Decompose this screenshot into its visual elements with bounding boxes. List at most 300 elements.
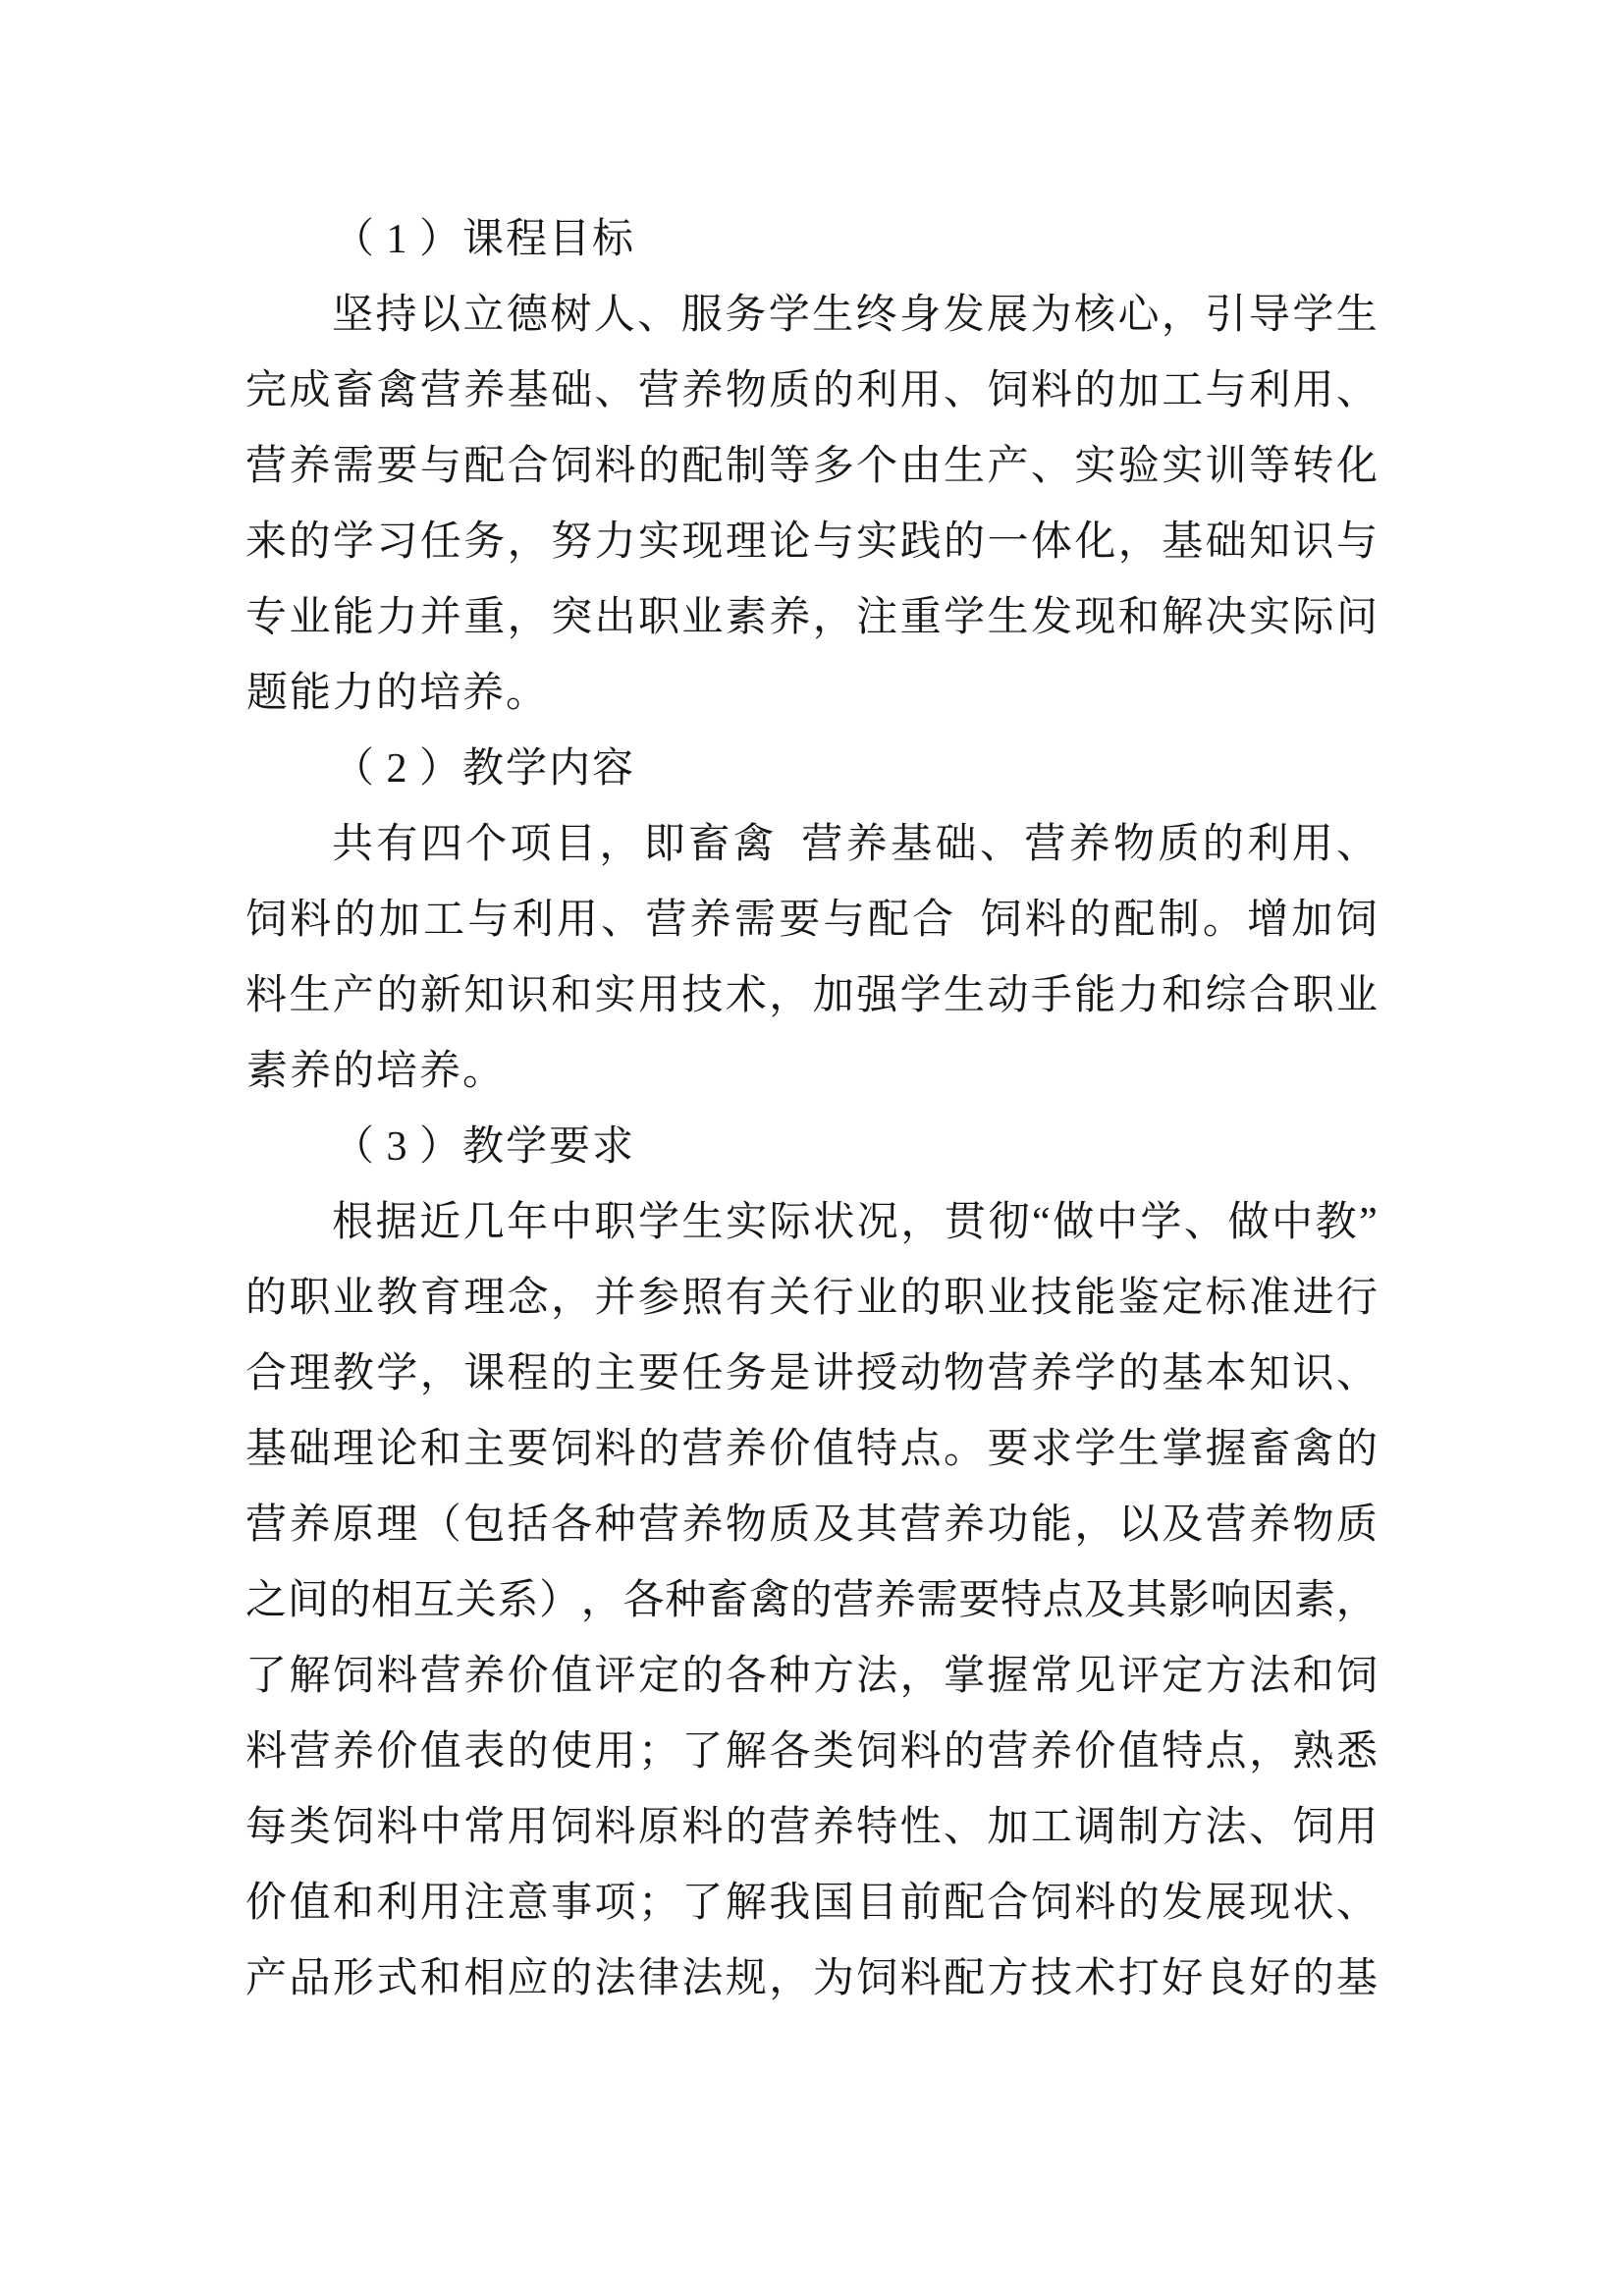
char: 的 [899,1275,942,1321]
heading-line [245,201,1378,277]
char: ， [1161,292,1203,338]
char: 理 [463,1275,506,1321]
char: 养 [461,670,504,716]
char: 共 [332,821,374,867]
char: 畜 [688,821,730,867]
char: 和 [1292,1653,1334,1699]
char: 和 [332,1880,374,1926]
text-line [245,1260,1378,1336]
char: 要 [779,897,821,943]
char: 服 [680,292,723,338]
char: 与 [1205,367,1247,413]
char: 础 [1205,519,1247,565]
char: 价 [507,1653,549,1699]
char: 的 [1117,1880,1160,1926]
char: 饲 [1335,897,1378,943]
char: 基 [891,821,933,867]
char: 学 [505,1123,547,1170]
char: 包 [463,1502,506,1548]
char: 养 [418,1048,460,1094]
char: ） [539,1577,581,1623]
char: 并 [594,1275,636,1321]
char: 、 [1249,1804,1291,1850]
char: 配 [944,1880,986,1926]
char: 良 [1205,1955,1247,2001]
char: （ [332,745,374,792]
char: 制 [1158,897,1200,943]
char: 养 [1030,1350,1072,1396]
char: 与 [812,519,854,565]
char: 务 [463,519,506,565]
char: 的 [637,443,679,489]
char: 悉 [1335,1728,1378,1775]
char: 问 [1335,594,1378,640]
char: 、 [944,367,986,413]
char: 形 [332,1955,374,2001]
char: 质 [769,1502,811,1548]
char: 展 [987,292,1029,338]
char: 专 [245,594,288,640]
char: 营 [245,1502,288,1548]
char: 用 [556,897,598,943]
char: 术 [1074,1955,1116,2001]
char: 突 [551,594,593,640]
char: 营 [637,367,679,413]
char: 习 [376,519,418,565]
char: 念 [507,1275,549,1321]
char: 能 [1030,1502,1072,1548]
char: 能 [332,594,374,640]
char: 养 [689,897,731,943]
char: 学 [1074,1350,1116,1396]
char: 理 [332,1426,374,1472]
char: 现 [681,519,724,565]
char: 调 [1074,1804,1116,1850]
char: 、 [637,292,679,338]
char: 础 [551,367,593,413]
char: 的 [329,1577,371,1623]
char: 料 [594,443,636,489]
char: 互 [412,1577,455,1623]
char: 用 [899,367,942,413]
char: 利 [512,897,554,943]
char: 业 [681,594,724,640]
char: 要 [637,1350,679,1396]
char: ） [418,216,460,262]
char: 知 [1249,519,1291,565]
char: 饲 [551,1804,593,1850]
char: 之 [245,1577,288,1623]
char: 加 [987,1804,1029,1850]
char: 料 [1030,367,1072,413]
char: 握 [1205,1426,1247,1472]
char: 养 [463,367,506,413]
char: 增 [1247,897,1289,943]
char: 的 [376,972,418,1018]
char: 培 [418,670,460,716]
char: 教 [1315,1199,1357,1245]
char: 3 [386,1123,407,1170]
char: 配 [1113,897,1156,943]
char: 授 [856,1350,898,1396]
char: 、 [1335,821,1378,867]
char: 教 [461,1123,504,1170]
char: 基 [1162,519,1204,565]
char: 料 [1024,897,1066,943]
char: 营 [899,1502,942,1548]
char: 求 [591,1123,633,1170]
char: 实 [856,519,898,565]
char: 等 [769,443,811,489]
char: 目 [548,216,590,262]
char: 训 [1205,443,1247,489]
char: 实 [1249,594,1291,640]
char: 成 [289,367,331,413]
char: 营 [637,1502,679,1548]
char: 利 [856,367,898,413]
char: 值 [551,1653,593,1699]
char: 各 [769,1728,811,1775]
char: 、 [979,821,1021,867]
char: 的 [944,1728,986,1775]
char: 立 [462,292,505,338]
char: 理 [725,519,767,565]
char: 要 [987,1426,1029,1472]
char: 的 [812,367,854,413]
char: 营 [801,821,843,867]
char: 我 [769,1880,811,1926]
char: 营 [289,1728,331,1775]
char: 中 [1271,1199,1314,1245]
char: 特 [856,1804,898,1850]
char: 个 [856,443,898,489]
char: 法 [681,1955,724,2001]
char: 职 [594,1199,636,1245]
char: 的 [637,1426,679,1472]
char: 价 [769,1426,811,1472]
char: 法 [594,1955,636,2001]
char: 养 [812,1804,854,1850]
text-line [245,504,1378,579]
char: 素 [725,594,767,640]
char: 应 [507,1955,549,2001]
char: 响 [1210,1577,1252,1623]
char: 题 [245,670,288,716]
char: 养 [681,367,724,413]
char: 用 [594,1728,636,1775]
char: 的 [375,670,417,716]
text-line [245,1336,1378,1411]
char: 加 [812,972,854,1018]
char: 知 [1249,1350,1291,1396]
char: 禽 [1292,1426,1334,1472]
char: 能 [289,670,331,716]
char: 近 [419,1199,461,1245]
char: 掌 [1162,1426,1204,1472]
char: 业 [856,1275,898,1321]
char: 点 [1205,1728,1247,1775]
char: 引 [1205,292,1247,338]
char: 状 [813,1199,855,1245]
char: 学 [1292,292,1334,338]
char: 学 [1074,1426,1116,1472]
char: 基 [507,367,549,413]
char: 加 [1117,367,1160,413]
char: ） [418,745,460,792]
char: 的 [1074,367,1116,413]
char: 、 [594,367,636,413]
char: 用 [1292,367,1334,413]
char: 强 [856,972,898,1018]
char: 加 [1291,897,1333,943]
char: 项 [510,821,552,867]
char: 行 [1335,1275,1378,1321]
char: 现 [1249,1880,1291,1926]
char: 动 [987,972,1029,1018]
char: 及 [812,1502,854,1548]
char: 展 [1205,1880,1247,1926]
char: 和 [419,1955,461,2001]
char: ， [900,1199,943,1245]
char: 参 [637,1275,679,1321]
char: 完 [245,367,288,413]
char: 注 [856,594,898,640]
char: ） [418,1123,460,1170]
char: 生 [944,972,986,1018]
char: 、 [601,897,643,943]
char: 点 [899,1426,942,1472]
char: 论 [376,1426,418,1472]
char: 工 [1030,1804,1072,1850]
text-line [245,806,1378,882]
char: 需 [332,443,374,489]
char: 学 [332,519,374,565]
char: 饲 [1292,1804,1334,1850]
char: 求 [1030,1426,1072,1472]
char: 使 [551,1728,593,1775]
char: 努 [551,519,593,565]
char: 2 [386,745,407,792]
char: 解 [289,1653,331,1699]
char: 业 [1335,972,1378,1018]
char: 质 [769,367,811,413]
char: 括 [507,1502,549,1548]
char: 养 [289,1502,331,1548]
char: 利 [376,1880,418,1926]
char: 类 [812,1728,854,1775]
char: 养 [681,1502,724,1548]
char: 质 [1158,821,1200,867]
char: ， [812,594,854,640]
char: 物 [1292,1502,1334,1548]
char: ； [637,1880,679,1926]
char: ， [507,594,549,640]
char: 的 [1202,821,1244,867]
char: 掌 [944,1653,986,1699]
char: 定 [637,1653,679,1699]
char: 以 [418,292,460,338]
char: 工 [1162,367,1204,413]
char: 禽 [376,367,418,413]
space-gap [778,821,798,868]
char: 值 [812,1426,854,1472]
char: 业 [987,1275,1029,1321]
char: 是 [769,1350,811,1396]
char: 规 [725,1955,767,2001]
text-line [245,957,1378,1033]
char: 职 [1292,972,1334,1018]
char: 际 [769,1199,811,1245]
char: 要 [376,443,418,489]
char: 法 [856,1653,898,1699]
char: 的 [245,1275,288,1321]
char: 养 [289,443,331,489]
char: 畜 [332,367,374,413]
char: 饲 [332,1653,374,1699]
char: 性 [899,1804,942,1850]
char: 状 [1292,1880,1334,1926]
char: ， [551,1275,593,1321]
char: ， [419,1350,461,1396]
char: 、 [1335,1880,1378,1926]
char: 饲 [980,897,1022,943]
char: （ [332,1123,374,1170]
char: 重 [899,594,942,640]
text-line [245,1184,1378,1260]
char: 养 [944,1502,986,1548]
char: 和 [1117,594,1160,640]
char: 化 [1335,443,1378,489]
char: 教 [376,1275,418,1321]
char: 注 [463,1880,506,1926]
char: ， [1074,1502,1116,1548]
char: 国 [812,1880,854,1926]
char: 由 [899,443,942,489]
char: 饲 [987,367,1029,413]
char: 加 [378,897,420,943]
char: 学 [1140,1199,1182,1245]
char: 握 [987,1653,1029,1699]
char: 识 [1292,519,1334,565]
char: 身 [899,292,942,338]
char: 特 [1162,1728,1204,1775]
char: 料 [245,972,288,1018]
char: 养 [725,1426,767,1472]
char: 素 [1293,1577,1335,1623]
char: “ [1032,1199,1051,1245]
char: 能 [1074,972,1116,1018]
char: 与 [823,897,865,943]
char: 基 [1162,1350,1204,1396]
char: 几 [462,1199,505,1245]
char: 个 [465,821,508,867]
char: 产 [332,972,374,1018]
char: 技 [681,972,724,1018]
char: 养 [845,821,888,867]
char: 养 [463,1653,506,1699]
text-line [245,1562,1378,1638]
char: 相 [463,1955,506,2001]
char: 料 [245,1728,288,1775]
char: 并 [419,594,461,640]
char: 值 [1117,1728,1160,1775]
char: 各 [725,1653,767,1699]
text-line [245,1411,1378,1487]
char: 有 [725,1275,767,1321]
text-line [245,353,1378,428]
text-line [245,428,1378,504]
char: 饲 [1335,1653,1378,1699]
char: 础 [289,1426,331,1472]
char: 基 [245,1426,288,1472]
char: 的 [944,519,986,565]
char: 中 [550,1199,592,1245]
char: 的 [1292,1955,1334,2001]
text-line [245,655,1378,731]
char: 主 [594,1350,636,1396]
text-line [245,1941,1378,2016]
char: 合 [911,897,953,943]
char: 与 [1335,519,1378,565]
char: 营 [1024,821,1066,867]
char: 合 [245,1350,288,1396]
char: 学 [637,1199,679,1245]
char: 进 [1292,1275,1334,1321]
char: 常 [1030,1653,1072,1699]
char: 物 [1113,821,1156,867]
char: 职 [637,594,679,640]
char: 因 [1252,1577,1294,1623]
char: 与 [467,897,510,943]
text-line [245,1487,1378,1562]
char: 打 [1117,1955,1160,2001]
char: 营 [245,443,288,489]
char: 料 [681,1804,724,1850]
char: 项 [594,1880,636,1926]
char: （ [419,1502,461,1548]
char: 其 [856,1502,898,1548]
text-line [245,1033,1378,1109]
char: 利 [1249,367,1291,413]
char: 德 [506,292,548,338]
char: 常 [463,1804,506,1850]
char: 事 [551,1880,593,1926]
char: 发 [1030,594,1072,640]
char: 配 [463,443,506,489]
char: 生 [1335,292,1378,338]
char: 主 [463,1426,506,1472]
char: 学 [899,972,942,1018]
char: ” [1359,1199,1378,1245]
char: 用 [1291,821,1333,867]
char: 现 [1074,594,1116,640]
char: 、 [1335,367,1378,413]
char: 方 [1162,1804,1204,1850]
char: 础 [935,821,977,867]
char: 的 [332,1048,374,1094]
char: 养 [1030,1728,1072,1775]
char: 了 [681,1880,724,1926]
char: 导 [1248,292,1290,338]
char: 料 [899,1955,942,2001]
heading-line [245,731,1378,806]
char: 方 [1205,1653,1247,1699]
char: 法 [1205,1804,1247,1850]
char: 教 [332,1350,374,1396]
char: 术 [725,972,767,1018]
char: 识 [1292,1350,1334,1396]
char: 力 [332,670,374,716]
